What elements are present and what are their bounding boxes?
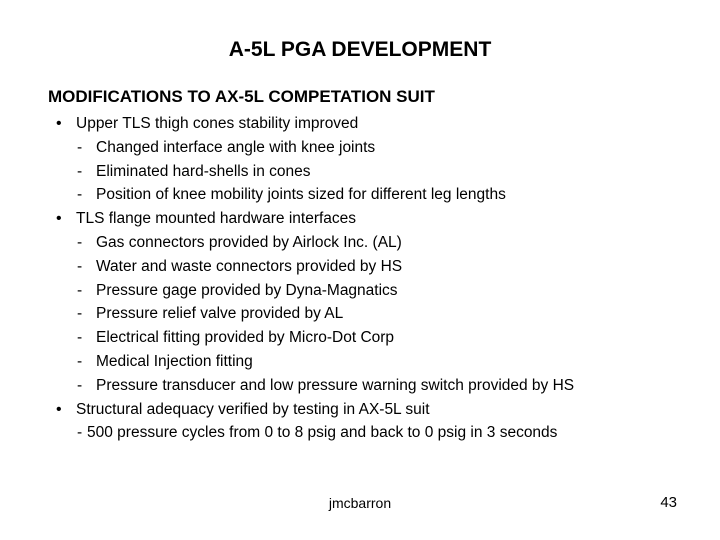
sub-item-text: Water and waste connectors provided by HS	[96, 257, 403, 275]
sub-item-text: Electrical fitting provided by Micro-Dot Corp	[96, 329, 395, 347]
sub-item	[56, 160, 696, 184]
sub-item	[56, 279, 696, 303]
sub-item-text: Pressure relief valve provided by AL	[96, 305, 344, 323]
dash-icon: -	[77, 281, 83, 299]
dash-icon: -	[77, 186, 83, 204]
sub-item-text: 500 pressure cycles from 0 to 8 psig and back to 0 psig in 3 seconds	[87, 424, 558, 442]
dash-icon: -	[77, 162, 83, 180]
sub-item-text: Medical Injection fitting	[96, 352, 253, 370]
sub-item-text: Eliminated hard-shells in cones	[96, 162, 311, 180]
slide-title: A-5L PGA DEVELOPMENT	[228, 38, 492, 61]
bullet-text: Upper TLS thigh cones stability improved	[76, 115, 359, 132]
sub-item-text: Position of knee mobility joints sized for different leg lengths	[96, 186, 506, 204]
sub-item-text: Changed interface angle with knee joints	[96, 138, 376, 156]
bullet-item	[56, 207, 696, 231]
bullet-icon: •	[56, 210, 62, 228]
dash-icon: -	[77, 424, 83, 442]
sub-item	[56, 350, 696, 374]
bullet-item	[56, 398, 696, 422]
dash-icon: -	[77, 233, 83, 251]
bullet-text: TLS flange mounted hardware interfaces	[76, 210, 357, 228]
sub-item	[56, 374, 696, 398]
sub-item	[56, 255, 696, 279]
bullet-icon: •	[56, 400, 62, 418]
sub-item	[56, 421, 696, 445]
sub-item-text: Pressure gage provided by Dyna-Magnatics	[96, 281, 398, 299]
bullet-list	[56, 112, 696, 445]
dash-icon: -	[77, 376, 83, 394]
bullet-item	[56, 112, 696, 136]
page-number: 43	[660, 494, 677, 511]
dash-icon: -	[77, 352, 83, 370]
footer-author: jmcbarron	[328, 495, 392, 511]
dash-icon: -	[77, 138, 83, 156]
sub-item-text: Gas connectors provided by Airlock Inc. (AL)	[96, 233, 402, 251]
dash-icon: -	[77, 257, 83, 275]
slide-subtitle: MODIFICATIONS TO AX-5L COMPETATION SUIT	[48, 87, 435, 106]
sub-item	[56, 183, 696, 207]
sub-item	[56, 326, 696, 350]
dash-icon: -	[77, 329, 83, 347]
sub-item	[56, 302, 696, 326]
sub-item-text: Pressure transducer and low pressure warning switch provided by HS	[96, 376, 575, 394]
dash-icon: -	[77, 305, 83, 323]
sub-item	[56, 136, 696, 160]
sub-item	[56, 231, 696, 255]
bullet-icon: •	[56, 115, 62, 132]
bullet-text: Structural adequacy verified by testing in AX-5L suit	[76, 400, 430, 418]
